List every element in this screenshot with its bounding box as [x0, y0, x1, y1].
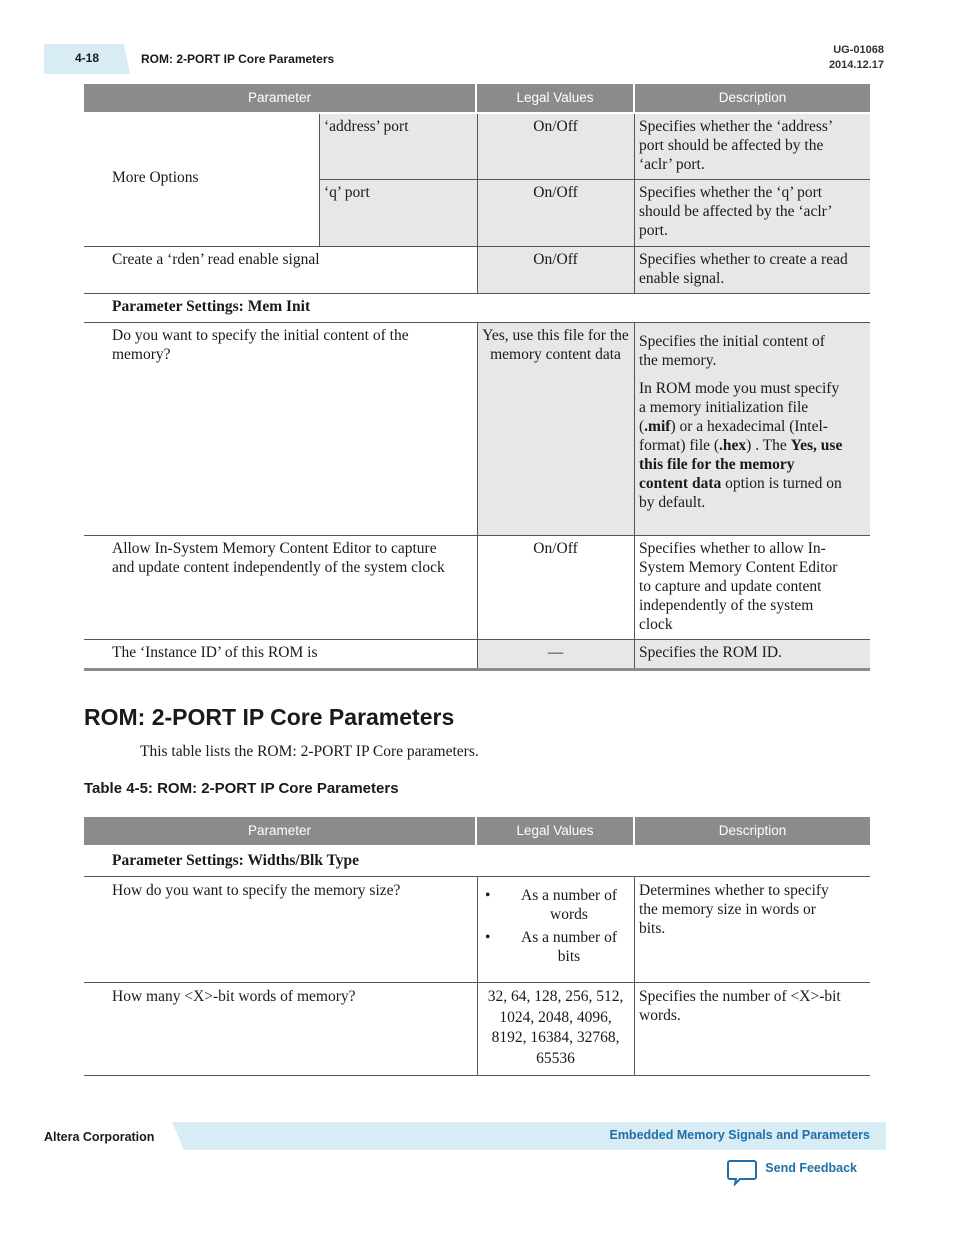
more-options-label: More Options — [112, 169, 199, 186]
address-port-desc: Specifies whether the ‘address’ port should be affected by the ‘aclr’ port. — [639, 118, 832, 173]
init-content-label: Do you want to specify the initial content of the memory? — [112, 327, 409, 363]
table-header — [84, 84, 870, 112]
address-port-value: On/Off — [533, 118, 578, 135]
col-description: Description — [635, 84, 870, 112]
col-divider — [634, 877, 635, 1075]
q-port-value: On/Off — [533, 184, 578, 201]
address-port-label: ‘address’ port — [324, 118, 409, 135]
table-caption: Table 4-5: ROM: 2-PORT IP Core Parameters — [84, 780, 399, 797]
rden-label: Create a ‘rden’ read enable signal — [112, 251, 320, 268]
col-divider — [319, 114, 320, 246]
page-number: 4-18 — [75, 51, 100, 65]
table-bottom-rule — [84, 1075, 870, 1076]
words-label: How many <X>-bit words of memory? — [112, 988, 356, 1005]
row-divider — [84, 293, 870, 294]
col-parameter: Parameter — [84, 84, 475, 112]
q-port-label: ‘q’ port — [324, 184, 370, 201]
list-item: • As a number of words — [485, 887, 617, 923]
col-legal-values: Legal Values — [477, 84, 633, 112]
list-item: • As a number of bits — [485, 929, 617, 965]
doc-id-number: UG-01068 — [833, 44, 884, 56]
mem-size-desc: Determines whether to specify the memory size in words or bits. — [639, 882, 829, 937]
section-intro: This table lists the ROM: 2-PORT IP Core parameters. — [140, 743, 479, 760]
col-divider — [477, 323, 478, 668]
footer-chapter-link[interactable]: Embedded Memory Signals and Parameters — [609, 1128, 870, 1142]
rden-desc: Specifies whether to create a read enable signal. — [639, 251, 848, 287]
instance-value: — — [547, 644, 564, 661]
widths-section: Parameter Settings: Widths/Blk Type — [112, 852, 360, 869]
section-heading: ROM: 2-PORT IP Core Parameters — [84, 704, 455, 730]
table-bottom — [84, 817, 870, 1077]
send-feedback-link[interactable]: Send Feedback — [765, 1161, 857, 1175]
q-port-desc: Specifies whether the ‘q’ port should be affected by the ‘aclr’ port. — [639, 184, 832, 239]
mem-size-options — [481, 886, 629, 970]
col-legal-values: Legal Values — [477, 817, 633, 845]
doc-id — [829, 43, 884, 73]
running-title: ROM: 2-PORT IP Core Parameters — [141, 52, 335, 66]
col-description: Description — [635, 817, 870, 845]
col-divider — [634, 323, 635, 668]
col-divider — [477, 877, 478, 1075]
init-content-value: Yes, use this file for the memory content data — [482, 327, 629, 363]
table-header — [84, 817, 870, 845]
row-divider — [320, 179, 870, 180]
col-divider — [634, 114, 635, 293]
editor-value: On/Off — [533, 540, 578, 557]
table-top — [84, 84, 870, 671]
words-value: 32, 64, 128, 256, 512, 1024, 2048, 4096, 8192, 16384, 32768, 65536 — [487, 988, 624, 1067]
col-parameter: Parameter — [84, 817, 475, 845]
instance-desc: Specifies the ROM ID. — [639, 644, 782, 661]
speech-bubble-icon[interactable] — [727, 1158, 757, 1186]
words-desc: Specifies the number of <X>-bit words. — [639, 988, 841, 1024]
init-content-desc-2: In ROM mode you must specify a memory initialization file (.mif) or a hexadecimal (Intel-format) file (.hex) . The Yes, use this file for the memory content data option is turned on by default. — [639, 380, 843, 511]
table-bottom-rule — [84, 668, 870, 671]
mem-init-section: Parameter Settings: Mem Init — [112, 298, 311, 315]
rden-value: On/Off — [533, 251, 578, 268]
col-divider — [477, 114, 478, 293]
mem-size-label: How do you want to specify the memory size? — [112, 882, 401, 899]
instance-label: The ‘Instance ID’ of this ROM is — [112, 644, 318, 661]
init-content-desc-1: Specifies the initial content of the memory. — [639, 333, 825, 369]
doc-date: 2014.12.17 — [828, 59, 884, 71]
editor-desc: Specifies whether to allow In-System Memory Content Editor to capture and update content independently of the system clock — [639, 540, 838, 633]
footer-company: Altera Corporation — [44, 1130, 155, 1144]
editor-label: Allow In-System Memory Content Editor to capture and update content independently of the system clock — [112, 540, 445, 576]
